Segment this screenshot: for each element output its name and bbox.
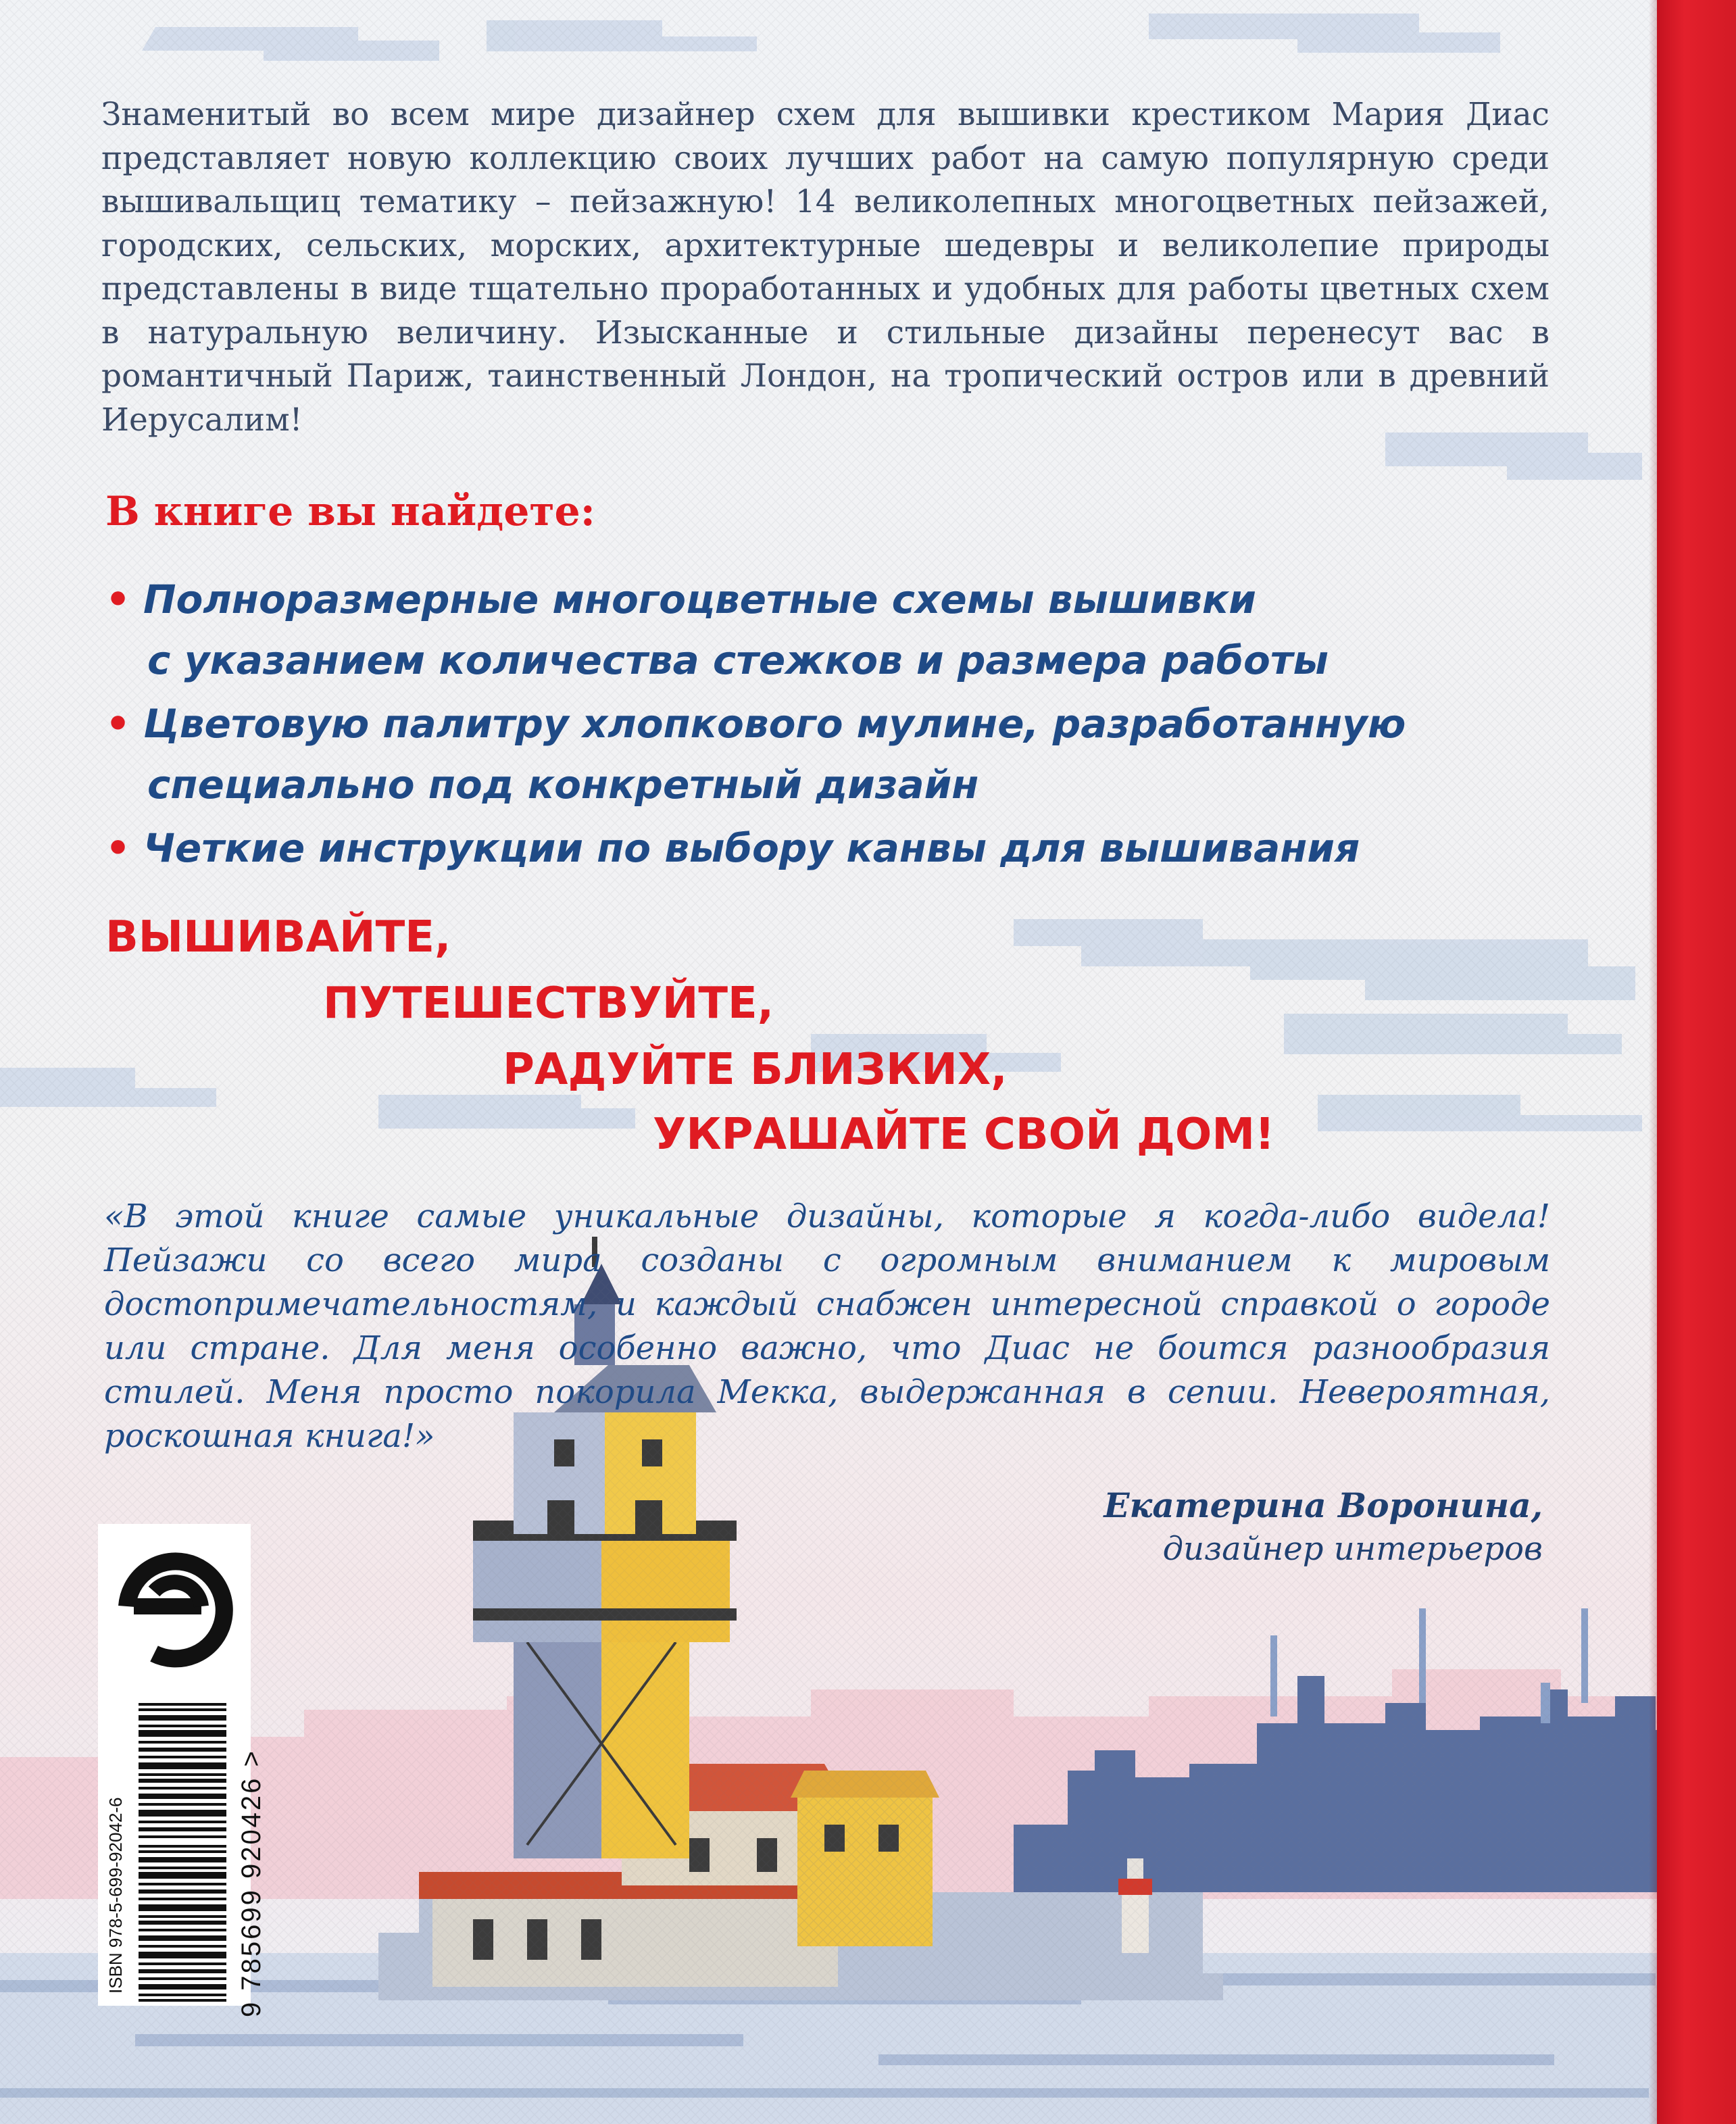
feature-line-1: Четкие инструкции по выбору канвы для вышивания [143, 825, 1360, 871]
feature-line-2: с указанием количества стежков и размера работы [147, 637, 1329, 683]
bullet-icon: • [105, 701, 131, 747]
isbn-text: ISBN 978-5-699-92042-6 [105, 1797, 126, 1994]
slogan-line-1: ВЫШИВАЙТЕ, [105, 912, 451, 962]
feature-line-1: Цветовую палитру хлопкового мулине, разработанную [143, 701, 1406, 747]
review-text: «В этой книге самые уникальные дизайны, которые я когда-либо видела! Пейзажи со всего мира созданы с огромным вниманием к мировым достопримечательностям, и каждый снабжен интересной справкой о городе или стране. Для меня особенно важно, что Диас не боится разнообразия стилей. Меня просто покорила Мекка, выдержанная в сепии. Невероятная, роскошная книга!» [104, 1197, 1550, 1455]
slogan-line-3: РАДУЙТЕ БЛИЗКИХ, [503, 1045, 1008, 1095]
barcode-number: 9 785699 920426 > [237, 1749, 266, 2017]
slogan-line-4: УКРАШАЙТЕ СВОЙ ДОМ! [653, 1110, 1275, 1160]
feature-item [105, 818, 1592, 879]
review-quote [104, 1195, 1550, 1458]
feature-line-1: Полноразмерные многоцветные схемы вышивки [143, 576, 1256, 622]
bullet-icon: • [105, 576, 131, 622]
slogan-line-2: ПУТЕШЕСТВУЙТЕ, [323, 979, 774, 1029]
red-spine [1657, 0, 1736, 2124]
feature-item [105, 569, 1592, 691]
author-role: дизайнер интерьеров [1162, 1530, 1543, 1568]
author-name: Екатерина Воронина, [1103, 1485, 1543, 1525]
intro-text: Знаменитый во всем мире дизайнер схем для вышивки крестиком Мария Диас представляет новую коллекцию своих лучших работ на самую популярную среди вышивальщиц тематику – пейзажную! 14 великолепных многоцветных пейзажей, городских, сельских, морских, архитектурные шедевры и великолепие природы представлены в виде тщательно проработанных и удобных для работы цветных схем в натуральную величину. Изысканные и стильные дизайны перенесут вас в романтичный Париж, таинственный Лондон, на тропический остров или в древний Иерусалим! [101, 96, 1549, 439]
barcode-icon [139, 1703, 226, 2004]
eksmo-logo-icon [98, 1524, 251, 1698]
review-author [1103, 1484, 1543, 1571]
feature-item [105, 693, 1592, 815]
features-heading: В книге вы найдете: [105, 488, 595, 535]
bullet-icon: • [105, 825, 131, 871]
intro-paragraph [101, 93, 1549, 442]
feature-line-2: специально под конкретный дизайн [147, 762, 979, 808]
publisher-logo [98, 1524, 251, 1698]
features-list [105, 569, 1592, 881]
